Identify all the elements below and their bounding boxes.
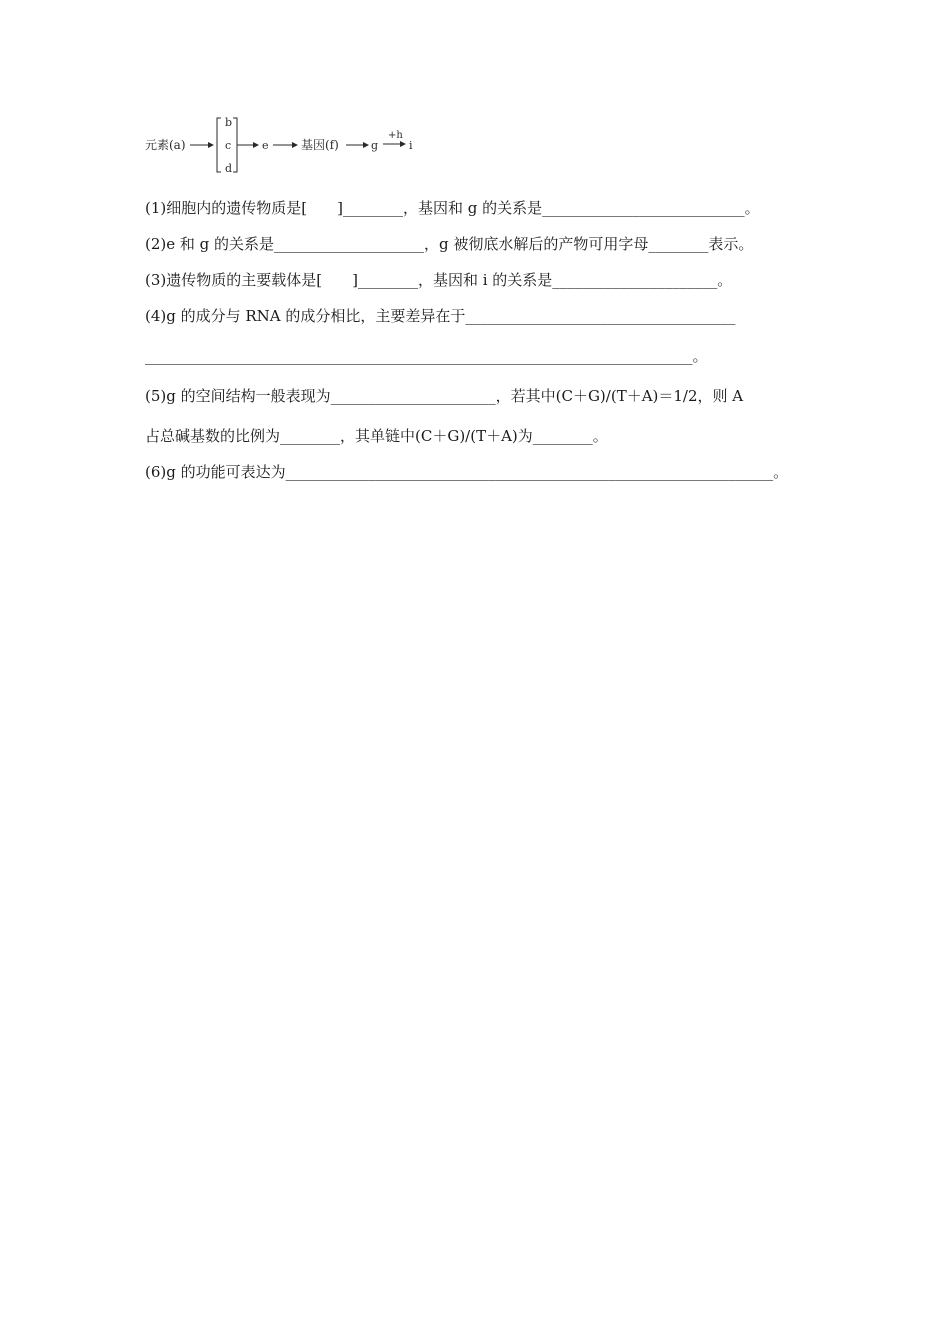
- question-3: (3)遗传物质的主要载体是[ ]________，基因和 i 的关系是______________________。: [145, 271, 733, 289]
- concept-flow-diagram: [145, 112, 425, 178]
- node-i: i: [409, 139, 413, 152]
- node-element-a: 元素(a): [145, 138, 186, 152]
- question-6: (6)g 的功能可表达为_________________________________________________________________。: [145, 463, 789, 481]
- flow-diagram-svg: [145, 112, 425, 178]
- left-bracket: [217, 118, 221, 172]
- node-gene-f: 基因(f): [301, 138, 339, 152]
- question-list: [145, 198, 815, 482]
- node-c: c: [225, 139, 232, 152]
- question-2: (2)e 和 g 的关系是____________________，g 被彻底水解后的产物可用字母________表示。: [145, 235, 754, 253]
- question-4-line-2: _________________________________________________________________________。: [145, 347, 708, 365]
- question-1: (1)细胞内的遗传物质是[ ]________，基因和 g 的关系是___________________________。: [145, 199, 760, 217]
- question-4-line-1: (4)g 的成分与 RNA 的成分相比，主要差异在于____________________________________: [145, 307, 736, 325]
- arrow-label-plus-h: +h: [388, 130, 403, 141]
- question-5-line-1: (5)g 的空间结构一般表现为______________________，若其中(C＋G)/(T＋A)＝1/2，则 A: [145, 387, 744, 405]
- question-5-line-2: 占总碱基数的比例为________，其单链中(C＋G)/(T＋A)为________。: [145, 427, 608, 445]
- node-g: g: [371, 139, 379, 152]
- node-e: e: [262, 139, 269, 152]
- right-bracket: [233, 118, 237, 172]
- node-b: b: [225, 116, 233, 129]
- node-d: d: [225, 162, 233, 175]
